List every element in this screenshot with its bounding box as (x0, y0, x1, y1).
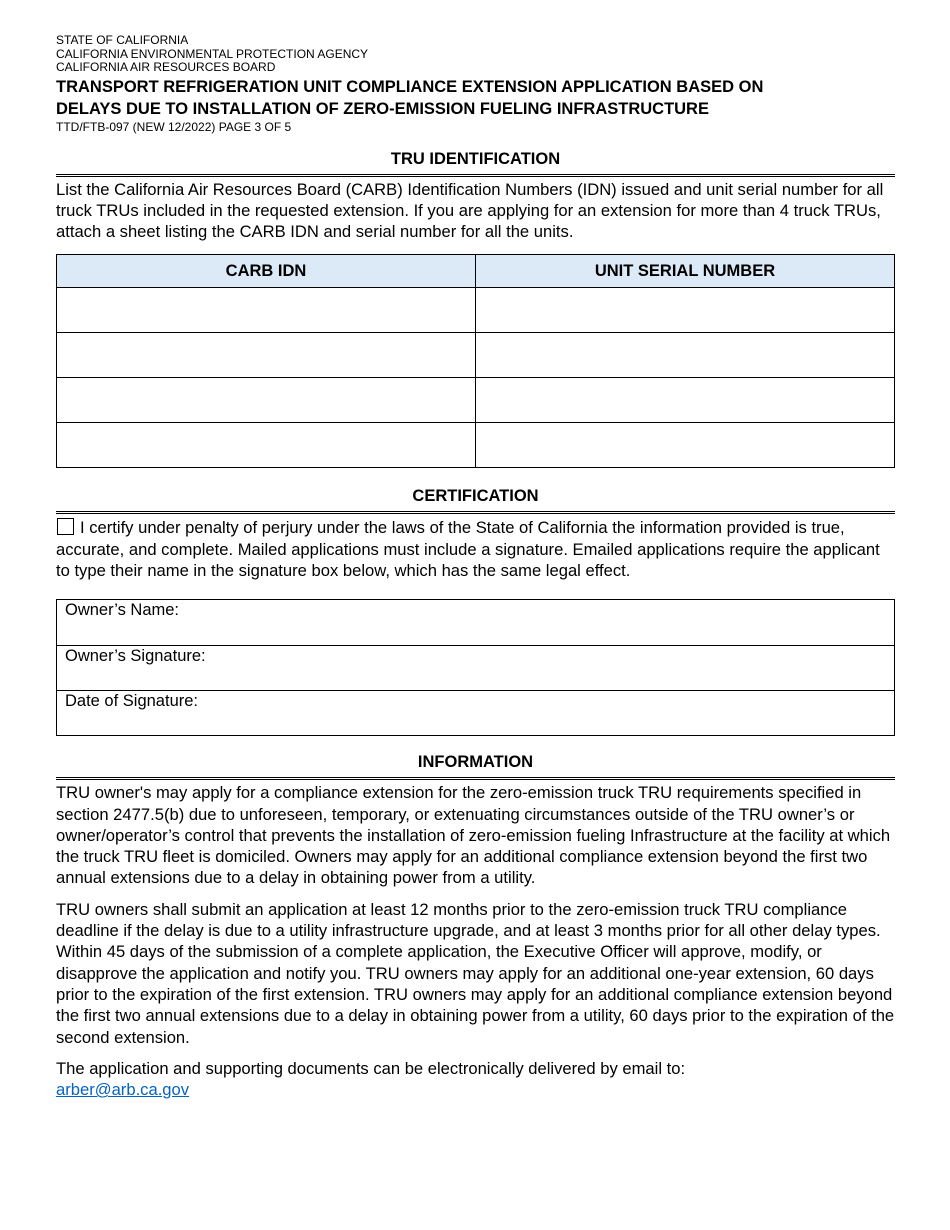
tru-identification-table (56, 254, 895, 468)
table-row (57, 423, 895, 468)
unit-serial-input-2[interactable] (476, 333, 894, 377)
date-of-signature-label: Date of Signature: (65, 692, 198, 711)
delivery-instructions: The application and supporting documents can be electronically delivered by email to: (56, 1058, 686, 1078)
owner-name-field[interactable] (57, 600, 894, 645)
unit-serial-cell (476, 288, 895, 333)
owner-signature-label: Owner’s Signature: (65, 647, 206, 666)
unit-serial-number-column-header: UNIT SERIAL NUMBER (476, 255, 895, 288)
carb-idn-cell (57, 378, 476, 423)
unit-serial-cell (476, 423, 895, 468)
owner-name-label: Owner’s Name: (65, 601, 180, 620)
certification-checkbox[interactable] (57, 518, 74, 535)
form-title (56, 76, 895, 120)
carb-idn-input-2[interactable] (57, 333, 475, 377)
unit-serial-input-3[interactable] (476, 378, 894, 422)
unit-serial-cell (476, 378, 895, 423)
information-paragraph-3 (56, 1058, 895, 1101)
carb-idn-column-header: CARB IDN (57, 255, 476, 288)
unit-serial-input-1[interactable] (476, 288, 894, 332)
information-paragraph-1: TRU owner's may apply for a compliance extension for the zero-emission truck TRU requirements specified in section 2477.5(b) due to unforeseen, temporary, or extenuating circumstances outside of the TRU owner’s or owner/operator’s control that prevents the installation of zero-emission fueling Infrastructure at the facility at which the truck TRU fleet is domiciled. Owners may apply for an additional compliance extension beyond the first two annual extensions due to a delay in obtaining power from a utility. (56, 783, 891, 888)
carb-idn-cell (57, 423, 476, 468)
agency-line-state: STATE OF CALIFORNIA (56, 33, 189, 47)
table-row (57, 333, 895, 378)
form-title-line-1: TRANSPORT REFRIGERATION UNIT COMPLIANCE EXTENSION APPLICATION BASED ON (56, 77, 764, 96)
information-body (56, 782, 895, 1100)
certification-statement: I certify under penalty of perjury under the laws of the State of California the information provided is true, accurate, and complete. Mailed applications must include a signature. Emailed applications require the applicant to type their name in the signature box below, which has the same legal effect. (56, 518, 880, 580)
carb-idn-input-3[interactable] (57, 378, 475, 422)
form-page (56, 34, 895, 1100)
tru-identification-instructions: List the California Air Resources Board (CARB) Identification Numbers (IDN) issued and unit serial number for all truck TRUs included in the requested extension. If you are applying for an extension for more than 4 truck TRUs, attach a sheet listing the CARB IDN and serial number for all the units. (56, 179, 884, 242)
owner-signature-field[interactable] (57, 645, 894, 690)
information-paragraph-2: TRU owners shall submit an application at least 12 months prior to the zero-emission truck TRU compliance deadline if the delay is due to a utility infrastructure upgrade, and at least 3 months prior for all other delay types. Within 45 days of the submission of a complete application, the Executive Officer will approve, modify, or disapprove the application and notify you. TRU owners may apply for an additional one-year extension, 60 days prior to the expiration of the first extension. TRU owners may apply for an additional compliance extension beyond the first two annual extensions due to a delay in obtaining power from a utility, 60 days prior to the expiration of the second extension. (56, 899, 895, 1047)
date-of-signature-field[interactable] (57, 690, 894, 735)
carb-idn-cell (57, 288, 476, 333)
form-title-line-2: DELAYS DUE TO INSTALLATION OF ZERO-EMISSION FUELING INFRASTRUCTURE (56, 99, 709, 118)
carb-idn-input-4[interactable] (57, 423, 475, 467)
unit-serial-input-4[interactable] (476, 423, 894, 467)
signature-box (56, 599, 895, 736)
form-id: TTD/FTB-097 (NEW 12/2022) PAGE 3 OF 5 (56, 119, 292, 134)
tru-identification-heading: TRU IDENTIFICATION (56, 150, 895, 177)
agency-line-calepa: CALIFORNIA ENVIRONMENTAL PROTECTION AGENCY (56, 46, 369, 61)
table-row (57, 378, 895, 423)
agency-header (56, 34, 895, 75)
information-heading: INFORMATION (56, 753, 895, 780)
certification-heading: CERTIFICATION (56, 487, 895, 514)
certification-statement-block (56, 517, 895, 581)
table-row (57, 288, 895, 333)
carb-idn-cell (57, 333, 476, 378)
agency-line-carb: CALIFORNIA AIR RESOURCES BOARD (56, 60, 276, 74)
unit-serial-cell (476, 333, 895, 378)
carb-idn-input-1[interactable] (57, 288, 475, 332)
email-link[interactable]: arber@arb.ca.gov (56, 1080, 190, 1100)
